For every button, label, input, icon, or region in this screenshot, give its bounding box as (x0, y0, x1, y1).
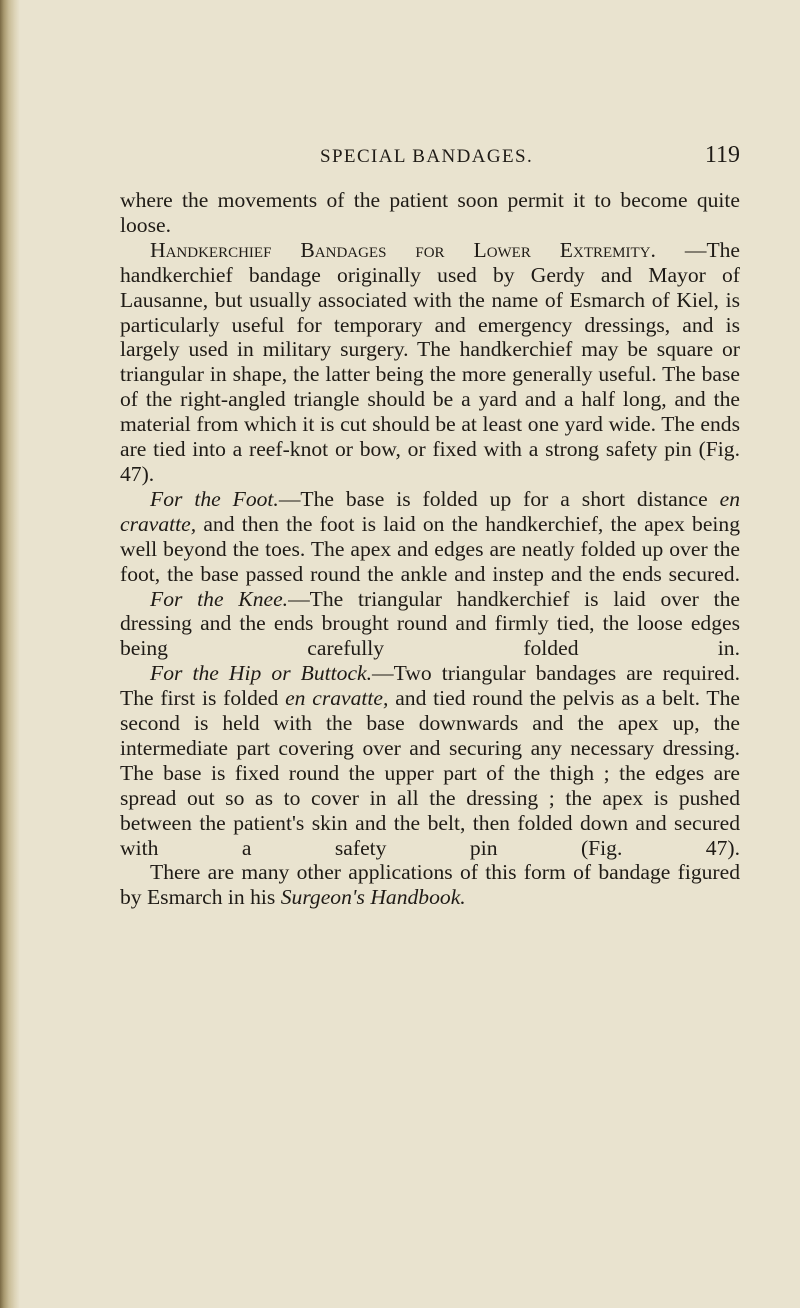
paragraph-knee (120, 587, 740, 662)
paragraph-hip (120, 661, 740, 860)
book-spine-shadow (0, 0, 20, 1308)
paragraph-continuation (120, 188, 740, 238)
paragraph-text: —The handkerchief bandage originally used by Gerdy and Mayor of Lausanne, but usually associated with the name of Esmarch of Kiel, is particularly useful for temporary and emergency dressings, and is largely used in military surgery. The handkerchief may be square or triangular in shape, the latter being the more generally useful. The base of the right-angled triangle should be a yard and a half long, and the material from which it is cut should be at least one yard wide. The ends are tied into a reef-knot or bow, or fixed with a strong safety pin (Fig. 47). (120, 237, 741, 486)
page-number: 119 (704, 142, 740, 168)
book-page (120, 0, 740, 1308)
paragraph-text-cont: and tied round the pelvis as a belt. The second is held with the base downwards and the apex up, the intermediate part covering over and securing any necessary dressing. The base is fixed round the upper part of the thigh ; the edges are spread out so as to cover in all the dressing ; the apex is pushed between the patient's skin and the belt, then folded down and secured with a safety pin (Fig. 47). (120, 686, 740, 860)
paragraph-text: —The triangular handkerchief is laid over the dressing and the ends brought round and firmly tied, the loose edges being carefully folded in. (120, 586, 741, 661)
body-text (120, 188, 740, 910)
subsection-heading: For the Knee. (150, 586, 289, 611)
running-head (120, 142, 740, 172)
paragraph-handkerchief-bandages (120, 238, 740, 487)
italic-phrase: en cravatte, (285, 686, 389, 711)
paragraph-other-applications (120, 860, 740, 910)
paragraph-text: There are many other applications of this form of bandage figured by Esmarch in his (120, 860, 740, 910)
section-heading: Handkerchief Bandages for Lower Extremity. (150, 237, 656, 262)
paragraph-text-cont: and then the foot is laid on the handkerchief, the apex being well beyond the toes. The apex and edges are neatly folded up over the foot, the base passed round the ankle and instep and the ends secured. (120, 511, 740, 586)
subsection-heading: For the Hip or Buttock. (150, 661, 373, 686)
subsection-heading: For the Foot. (150, 486, 279, 511)
paragraph-text: —The base is folded up for a short distance (278, 486, 708, 511)
paragraph-text: where the movements of the patient soon permit it to become quite loose. (120, 188, 740, 237)
book-title: Surgeon's Handbook. (280, 885, 466, 910)
running-title: SPECIAL BANDAGES. (320, 146, 534, 167)
paragraph-text: —Two triangular bandages are required. The first is folded (120, 661, 740, 711)
italic-phrase: en cravatte, (120, 486, 740, 536)
paragraph-foot (120, 487, 740, 587)
